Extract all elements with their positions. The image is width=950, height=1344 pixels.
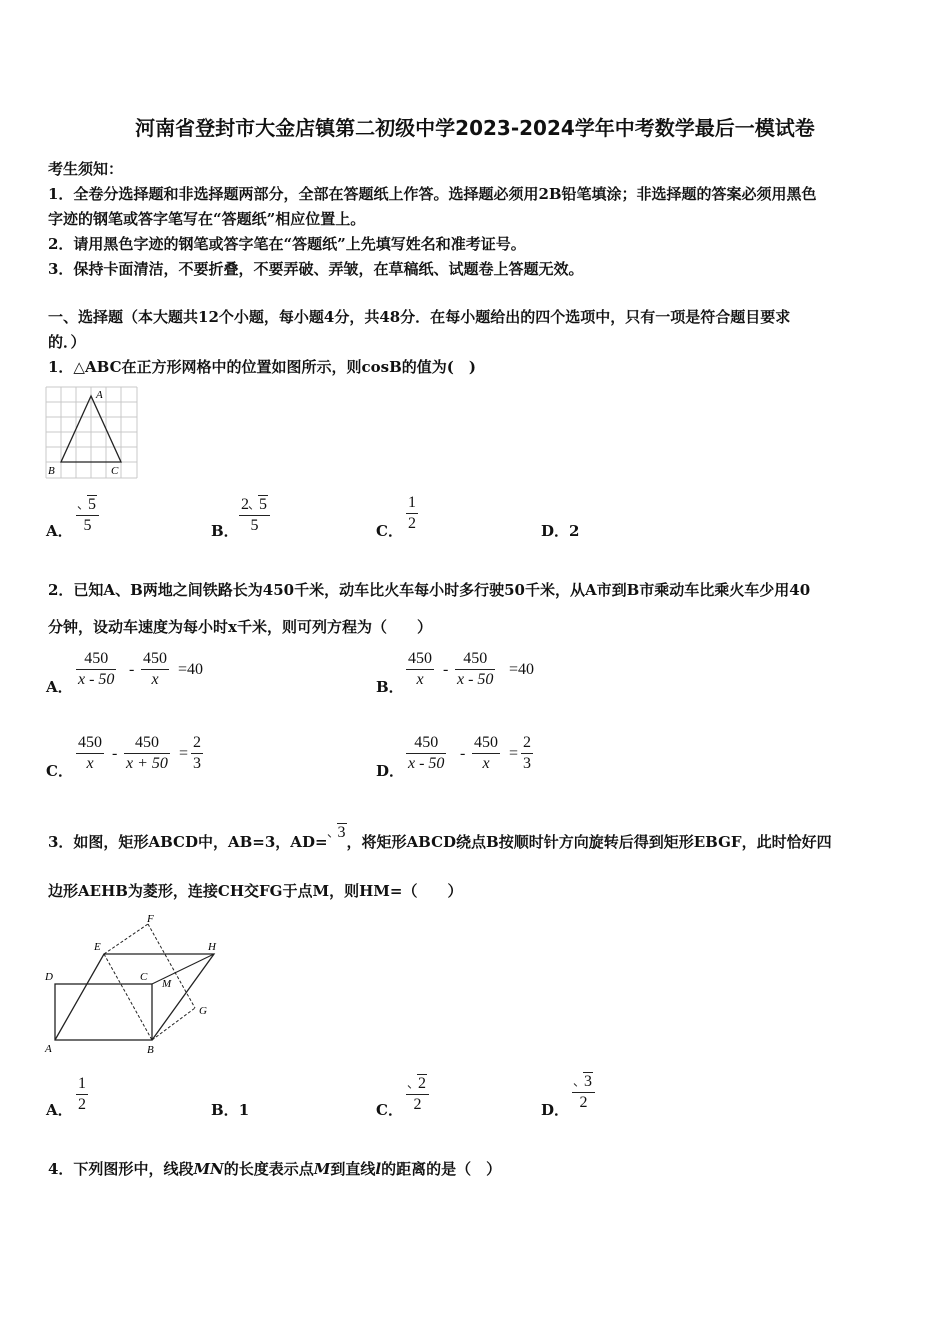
q2-option-d-frac2: 450 x [474, 734, 498, 772]
fig3-label-a: A [45, 1043, 52, 1055]
q2-option-b-op: - [443, 661, 449, 678]
q2-option-d-rhs: 2 3 [523, 734, 531, 772]
q2-option-d-letter[interactable]: D． [376, 762, 405, 780]
q2-option-a-letter[interactable]: A． [46, 678, 73, 696]
q2-option-c-rhs: 2 3 [193, 734, 201, 772]
notice-item-1: 1．全卷分选择题和非选择题两部分，全部在答题纸上作答。选择题必须用2B铅笔填涂；非选择题的答案必须用黑色 [48, 185, 817, 203]
q1-option-b-value: 2 5 5 [239, 496, 270, 535]
fig3-label-m: M [162, 978, 172, 990]
section-heading: 一、选择题（本大题共12个小题，每小题4分，共48分．在每小题给出的四个选项中，只有一项是符合题目要求 [48, 308, 791, 326]
q2-option-d-op: - [460, 745, 466, 762]
question-1-figure [44, 385, 144, 481]
q3-option-a-value: 1 2 [78, 1075, 86, 1113]
fig3-label-f: F [147, 913, 154, 925]
fig3-label-h: H [208, 941, 216, 953]
notice-heading: 考生须知： [48, 160, 124, 178]
q2-option-b-frac2: 450 x - 50 [457, 650, 494, 688]
q3-option-c-value: 2 2 [406, 1075, 429, 1114]
q2-option-a-frac1: 450 x - 50 [78, 650, 115, 688]
question-2-line-2: 分钟，设动车速度为每小时x千米，则可列方程为（ ） [48, 618, 432, 636]
fig3-label-g: G [199, 1005, 207, 1017]
notice-item-1-cont: 字迹的钢笔或答字笔写在“答题纸”相应位置上。 [48, 210, 366, 228]
notice-item-2: 2．请用黑色字迹的钢笔或答字笔在“答题纸”上先填写姓名和准考证号。 [48, 235, 526, 253]
fig1-label-c: C [111, 465, 119, 477]
q2-option-a-op: - [129, 661, 135, 678]
fig3-label-e: E [94, 941, 101, 953]
q3-option-d-value: 3 2 [572, 1073, 595, 1112]
fig1-label-b: B [48, 465, 55, 477]
q2-option-d-eq: = [509, 745, 519, 762]
q1-option-a-letter[interactable]: A． [46, 522, 73, 540]
q3-option-b[interactable]: B．1 [211, 1101, 250, 1119]
q2-option-c-frac1: 450 x [78, 734, 102, 772]
q1-option-b-letter[interactable]: B． [211, 522, 239, 540]
q2-option-a-frac2: 450 x [143, 650, 167, 688]
fig1-label-a: A [96, 389, 103, 401]
q2-option-b-frac1: 450 x [408, 650, 432, 688]
q1-option-c-letter[interactable]: C． [376, 522, 403, 540]
q1-option-d[interactable]: D．2 [541, 522, 580, 540]
fig3-label-c: C [140, 971, 148, 983]
q2-option-b-rhs: =40 [509, 661, 535, 678]
fig3-label-d: D [45, 971, 53, 983]
question-1-stem: 1．△ABC在正方形网格中的位置如图所示，则cosB的值为( ) [48, 358, 476, 376]
fig3-label-b: B [147, 1044, 154, 1056]
page-title: 河南省登封市大金店镇第二初级中学2023-2024学年中考数学最后一模试卷 [135, 116, 815, 140]
question-3-line-2: 边形AEHB为菱形，连接CH交FG于点M，则HM=（ ） [48, 882, 463, 900]
notice-item-3: 3．保持卡面清洁，不要折叠，不要弄破、弄皱，在草稿纸、试题卷上答题无效。 [48, 260, 584, 278]
question-2-line-1: 2．已知A、B两地之间铁路长为450千米，动车比火车每小时多行驶50千米，从A市到B市乘动车比乘火车少用40 [48, 581, 811, 599]
question-4-stem: 4．下列图形中，线段MN的长度表示点M到直线l的距离的是（ ） [48, 1160, 502, 1178]
question-3-line-1: 3．如图，矩形ABCD中，AB=3，AD=3，将矩形ABCD绕点B按顺时针方向旋转后得到矩形EBGF，此时恰好四 [48, 824, 832, 851]
q2-option-c-eq: = [179, 745, 189, 762]
q3-option-c-letter[interactable]: C． [376, 1101, 403, 1119]
q2-option-b-letter[interactable]: B． [376, 678, 404, 696]
q1-option-c-value: 1 2 [408, 494, 416, 532]
q2-option-c-letter[interactable]: C． [46, 762, 73, 780]
q3-option-a-letter[interactable]: A． [46, 1101, 73, 1119]
question-3-figure [42, 910, 232, 1060]
q3-option-d-letter[interactable]: D． [541, 1101, 570, 1119]
q2-option-a-rhs: =40 [178, 661, 204, 678]
q2-option-d-frac1: 450 x - 50 [408, 734, 445, 772]
q1-option-a-value: 5 5 [76, 496, 99, 535]
q2-option-c-op: - [112, 745, 118, 762]
q2-option-c-frac2: 450 x + 50 [126, 734, 168, 772]
section-heading-cont: 的．） [48, 333, 86, 351]
